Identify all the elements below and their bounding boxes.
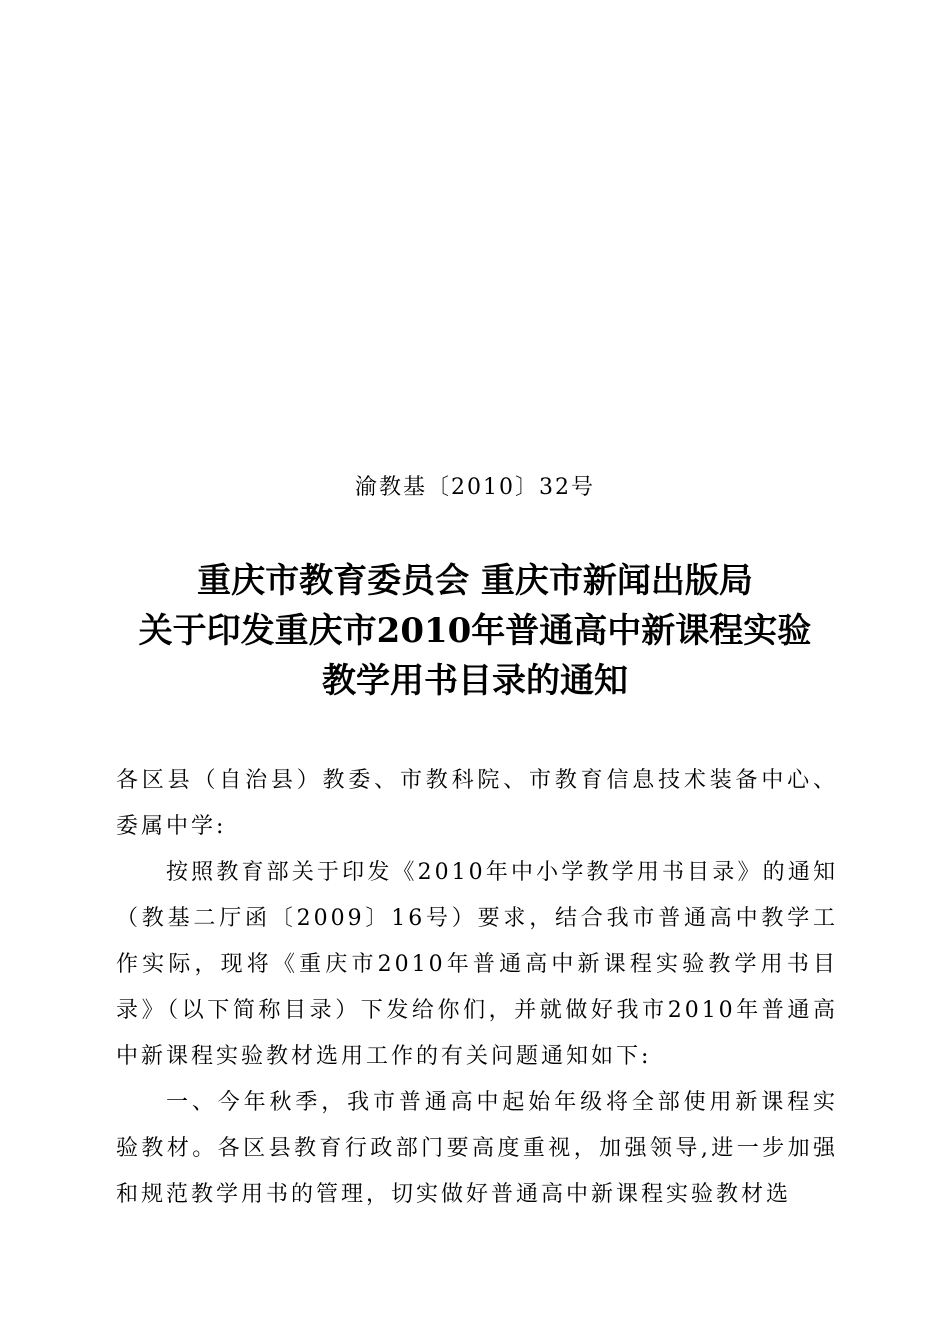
paragraph-1: 按照教育部关于印发《2010年中小学教学用书目录》的通知（教基二厅函〔2009〕16号）要求，结合我市普通高中教学工作实际，现将《重庆市2010年普通高中新课程实验教学用书目录》（以下简称目录）下发给你们，并就做好我市2010年普通高中新课程实验教材选用工作的有关问题通知如下: — [116, 860, 838, 1069]
title-line-1: 重庆市教育委员会 重庆市新闻出版局 — [197, 561, 753, 601]
document-title — [0, 556, 950, 706]
title-line-2: 关于印发重庆市2010年普通高中新课程实验 — [138, 611, 812, 651]
title-line-3: 教学用书目录的通知 — [322, 661, 628, 701]
document-body — [116, 758, 838, 1218]
paragraph-2: 一、今年秋季，我市普通高中起始年级将全部使用新课程实验教材。各区县教育行政部门要高度重视，加强领导,进一步加强和规范教学用书的管理，切实做好普通高中新课程实验教材选 — [116, 1090, 838, 1207]
salutation: 各区县（自治县）教委、市教科院、市教育信息技术装备中心、委属中学: — [116, 768, 838, 839]
document-number: 渝教基〔2010〕32号 — [355, 475, 595, 500]
